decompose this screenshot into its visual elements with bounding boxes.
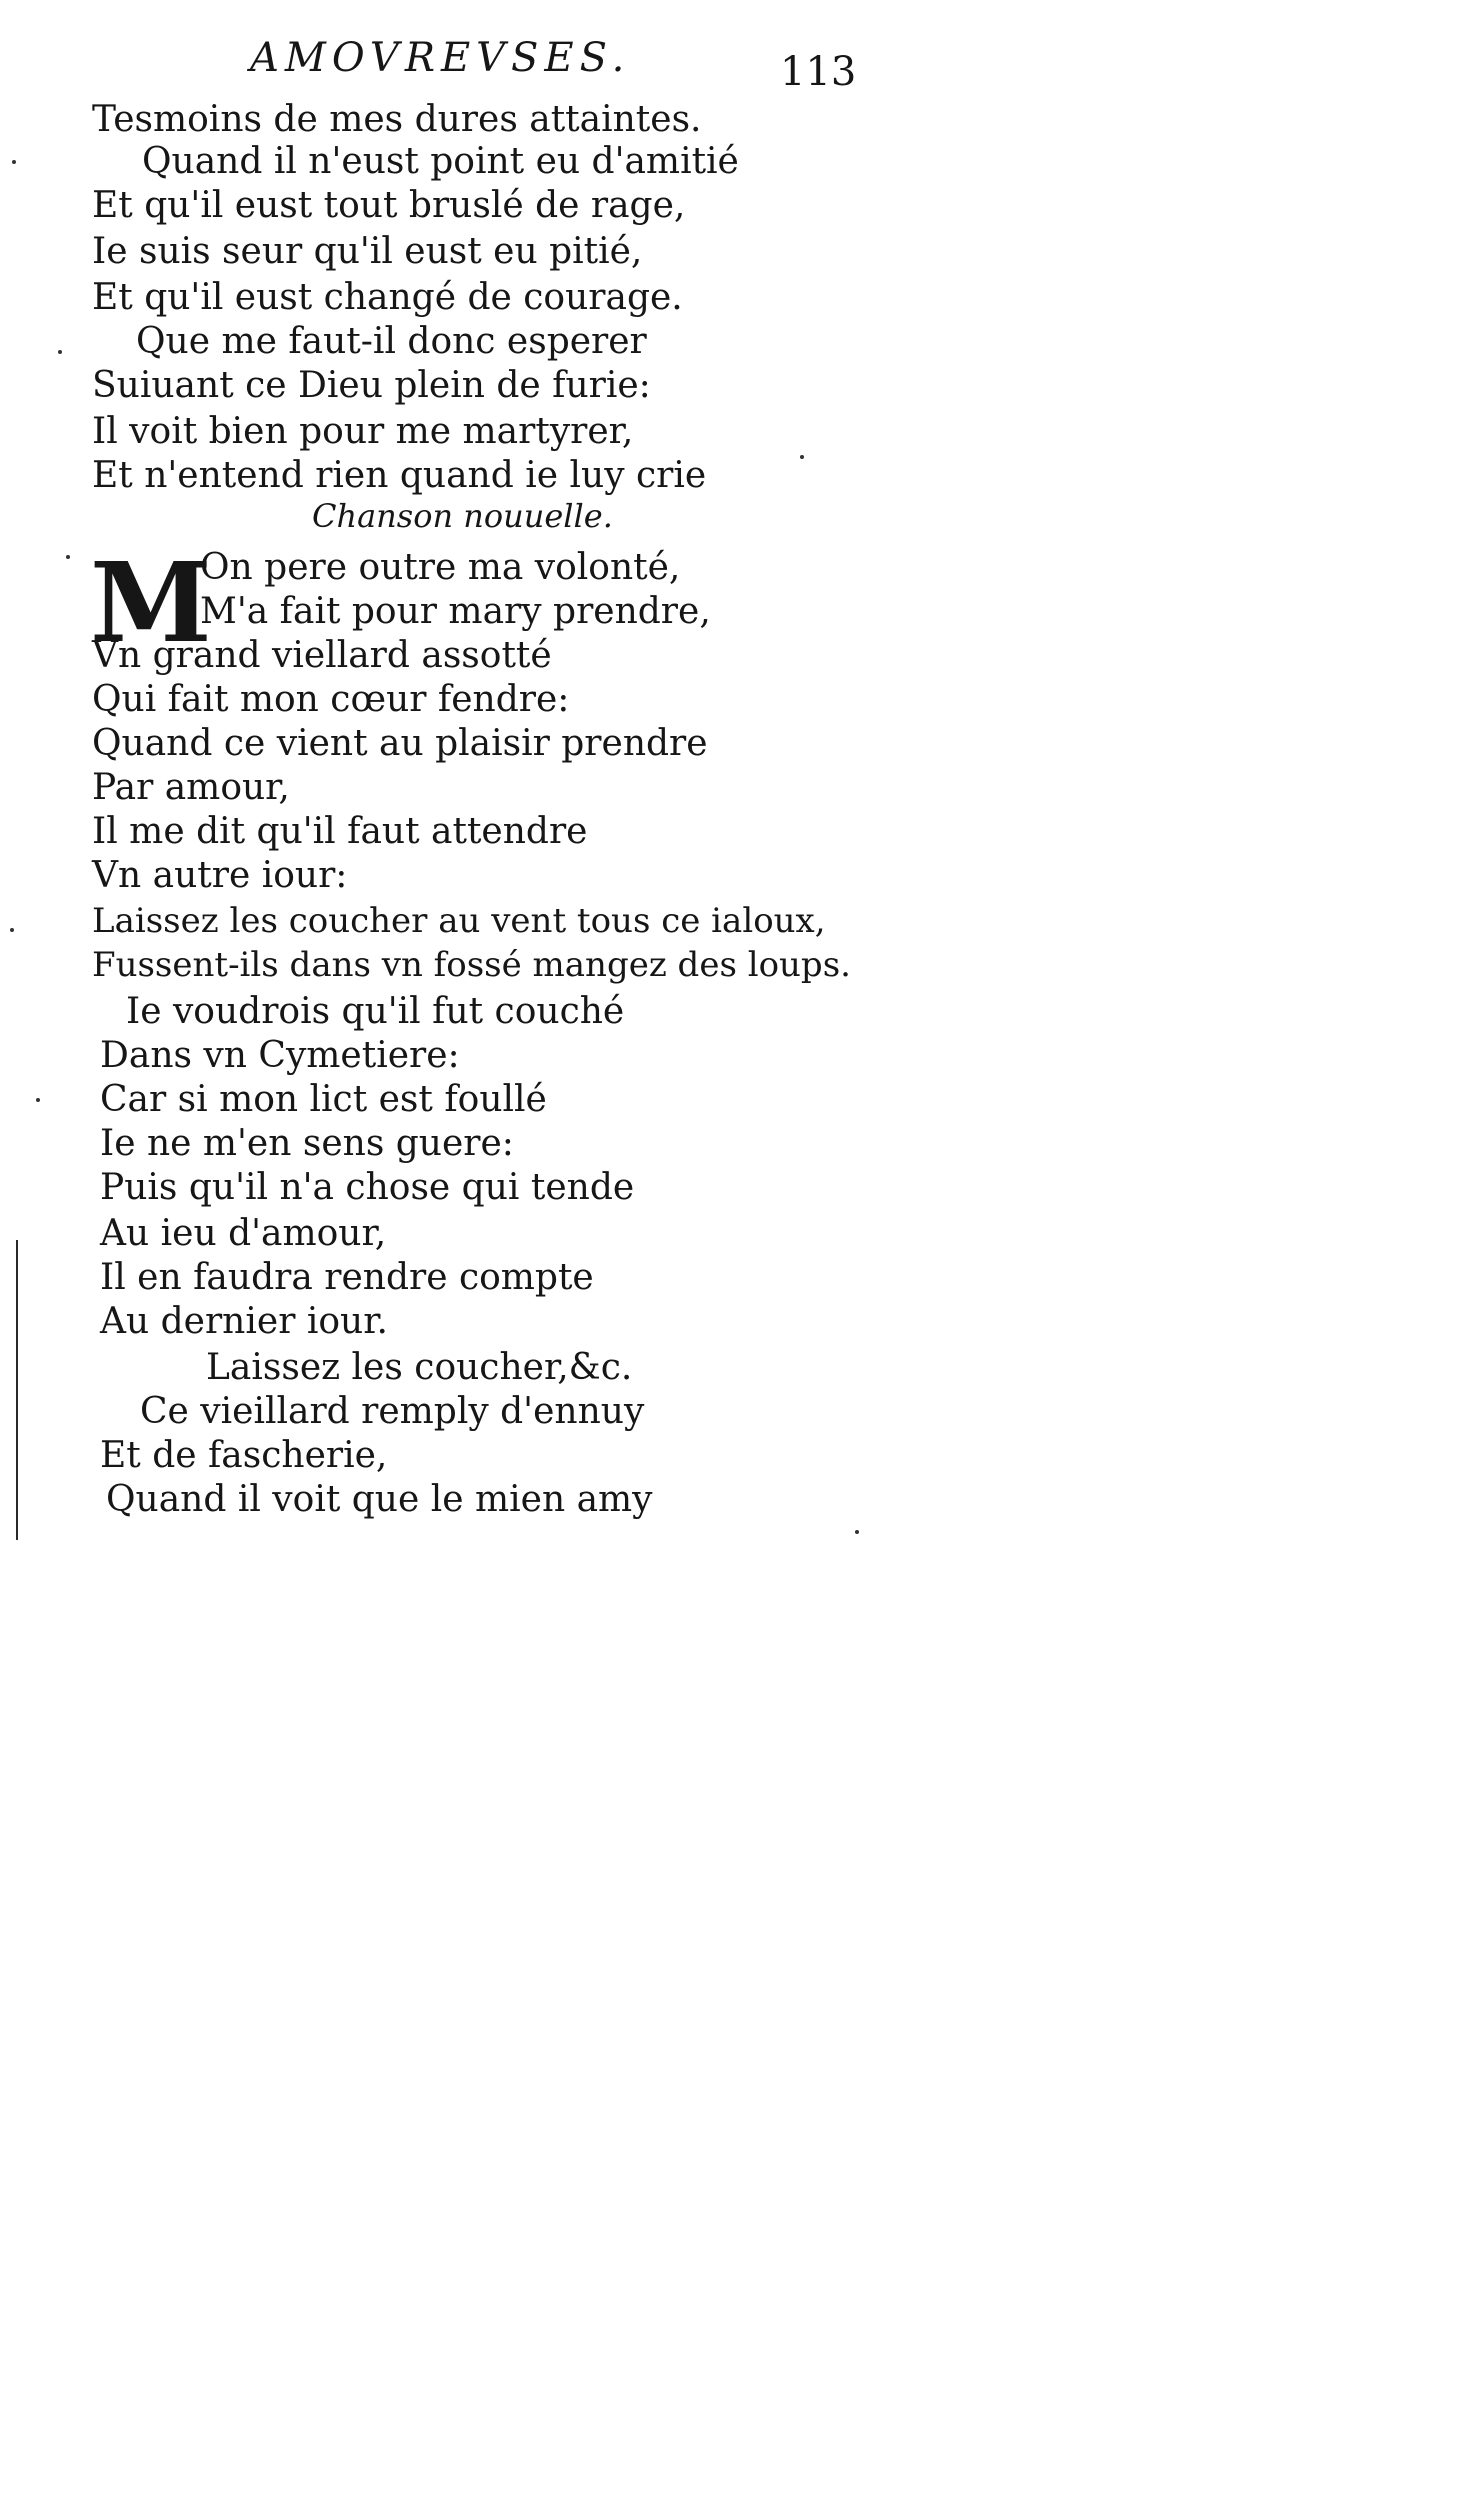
verse-line: Au dernier iour.	[100, 1301, 388, 1342]
verse-line: Vn grand viellard assotté	[92, 635, 552, 676]
section-heading: Chanson nouuelle.	[312, 497, 613, 535]
verse-line: Puis qu'il n'a chose qui tende	[100, 1167, 635, 1208]
verse-line: Et qu'il eust changé de courage.	[92, 277, 683, 318]
verse-line: Et de fascherie,	[100, 1435, 388, 1476]
verse-line: Quand ce vient au plaisir prendre	[92, 723, 708, 764]
running-title: AMOVREVSES.	[250, 35, 631, 81]
verse-line: M'a fait pour mary prendre,	[200, 591, 711, 632]
scan-speck	[12, 160, 16, 164]
drop-cap: M	[90, 538, 212, 667]
refrain-line: Fussent-ils dans vn fossé mangez des loups.	[92, 945, 851, 985]
verse-line: Il me dit qu'il faut attendre	[92, 811, 588, 852]
scan-speck	[855, 1530, 859, 1534]
verse-line: Et qu'il eust tout bruslé de rage,	[92, 185, 686, 226]
verse-line: Car si mon lict est foullé	[100, 1079, 547, 1120]
verse-line: Ie suis seur qu'il eust eu pitié,	[92, 231, 643, 272]
scan-speck	[10, 928, 14, 932]
verse-line: Tesmoins de mes dures attaintes.	[92, 99, 702, 140]
scan-gutter-line	[16, 1240, 18, 1540]
scan-speck	[66, 555, 70, 559]
refrain-line: Laissez les coucher au vent tous ce ialoux,	[92, 901, 826, 941]
verse-line: Ie ne m'en sens guere:	[100, 1123, 514, 1164]
verse-line: Par amour,	[92, 767, 290, 808]
verse-line: Quand il n'eust point eu d'amitié	[142, 141, 739, 182]
verse-line: Qui fait mon cœur fendre:	[92, 679, 570, 720]
verse-line: On pere outre ma volonté,	[200, 547, 681, 588]
book-page	[0, 0, 916, 1568]
verse-line: Vn autre iour:	[92, 855, 348, 896]
verse-line: Au ieu d'amour,	[100, 1213, 387, 1254]
verse-line: Ie voudrois qu'il fut couché	[126, 991, 625, 1032]
verse-line: Il en faudra rendre compte	[100, 1257, 594, 1298]
verse-line: Et n'entend rien quand ie luy crie	[92, 455, 707, 496]
scan-speck	[36, 1098, 40, 1102]
verse-line: Quand il voit que le mien amy	[106, 1479, 653, 1520]
verse-line: Ce vieillard remply d'ennuy	[140, 1391, 645, 1432]
verse-line: Suiuant ce Dieu plein de furie:	[92, 365, 651, 406]
scan-speck	[800, 455, 804, 459]
refrain-line: Laissez les coucher,&c.	[206, 1347, 633, 1388]
scan-speck	[58, 350, 62, 354]
page-number: 113	[780, 49, 857, 95]
verse-line: Il voit bien pour me martyrer,	[92, 411, 634, 452]
verse-line: Dans vn Cymetiere:	[100, 1035, 460, 1076]
verse-line: Que me faut-il donc esperer	[136, 321, 647, 362]
